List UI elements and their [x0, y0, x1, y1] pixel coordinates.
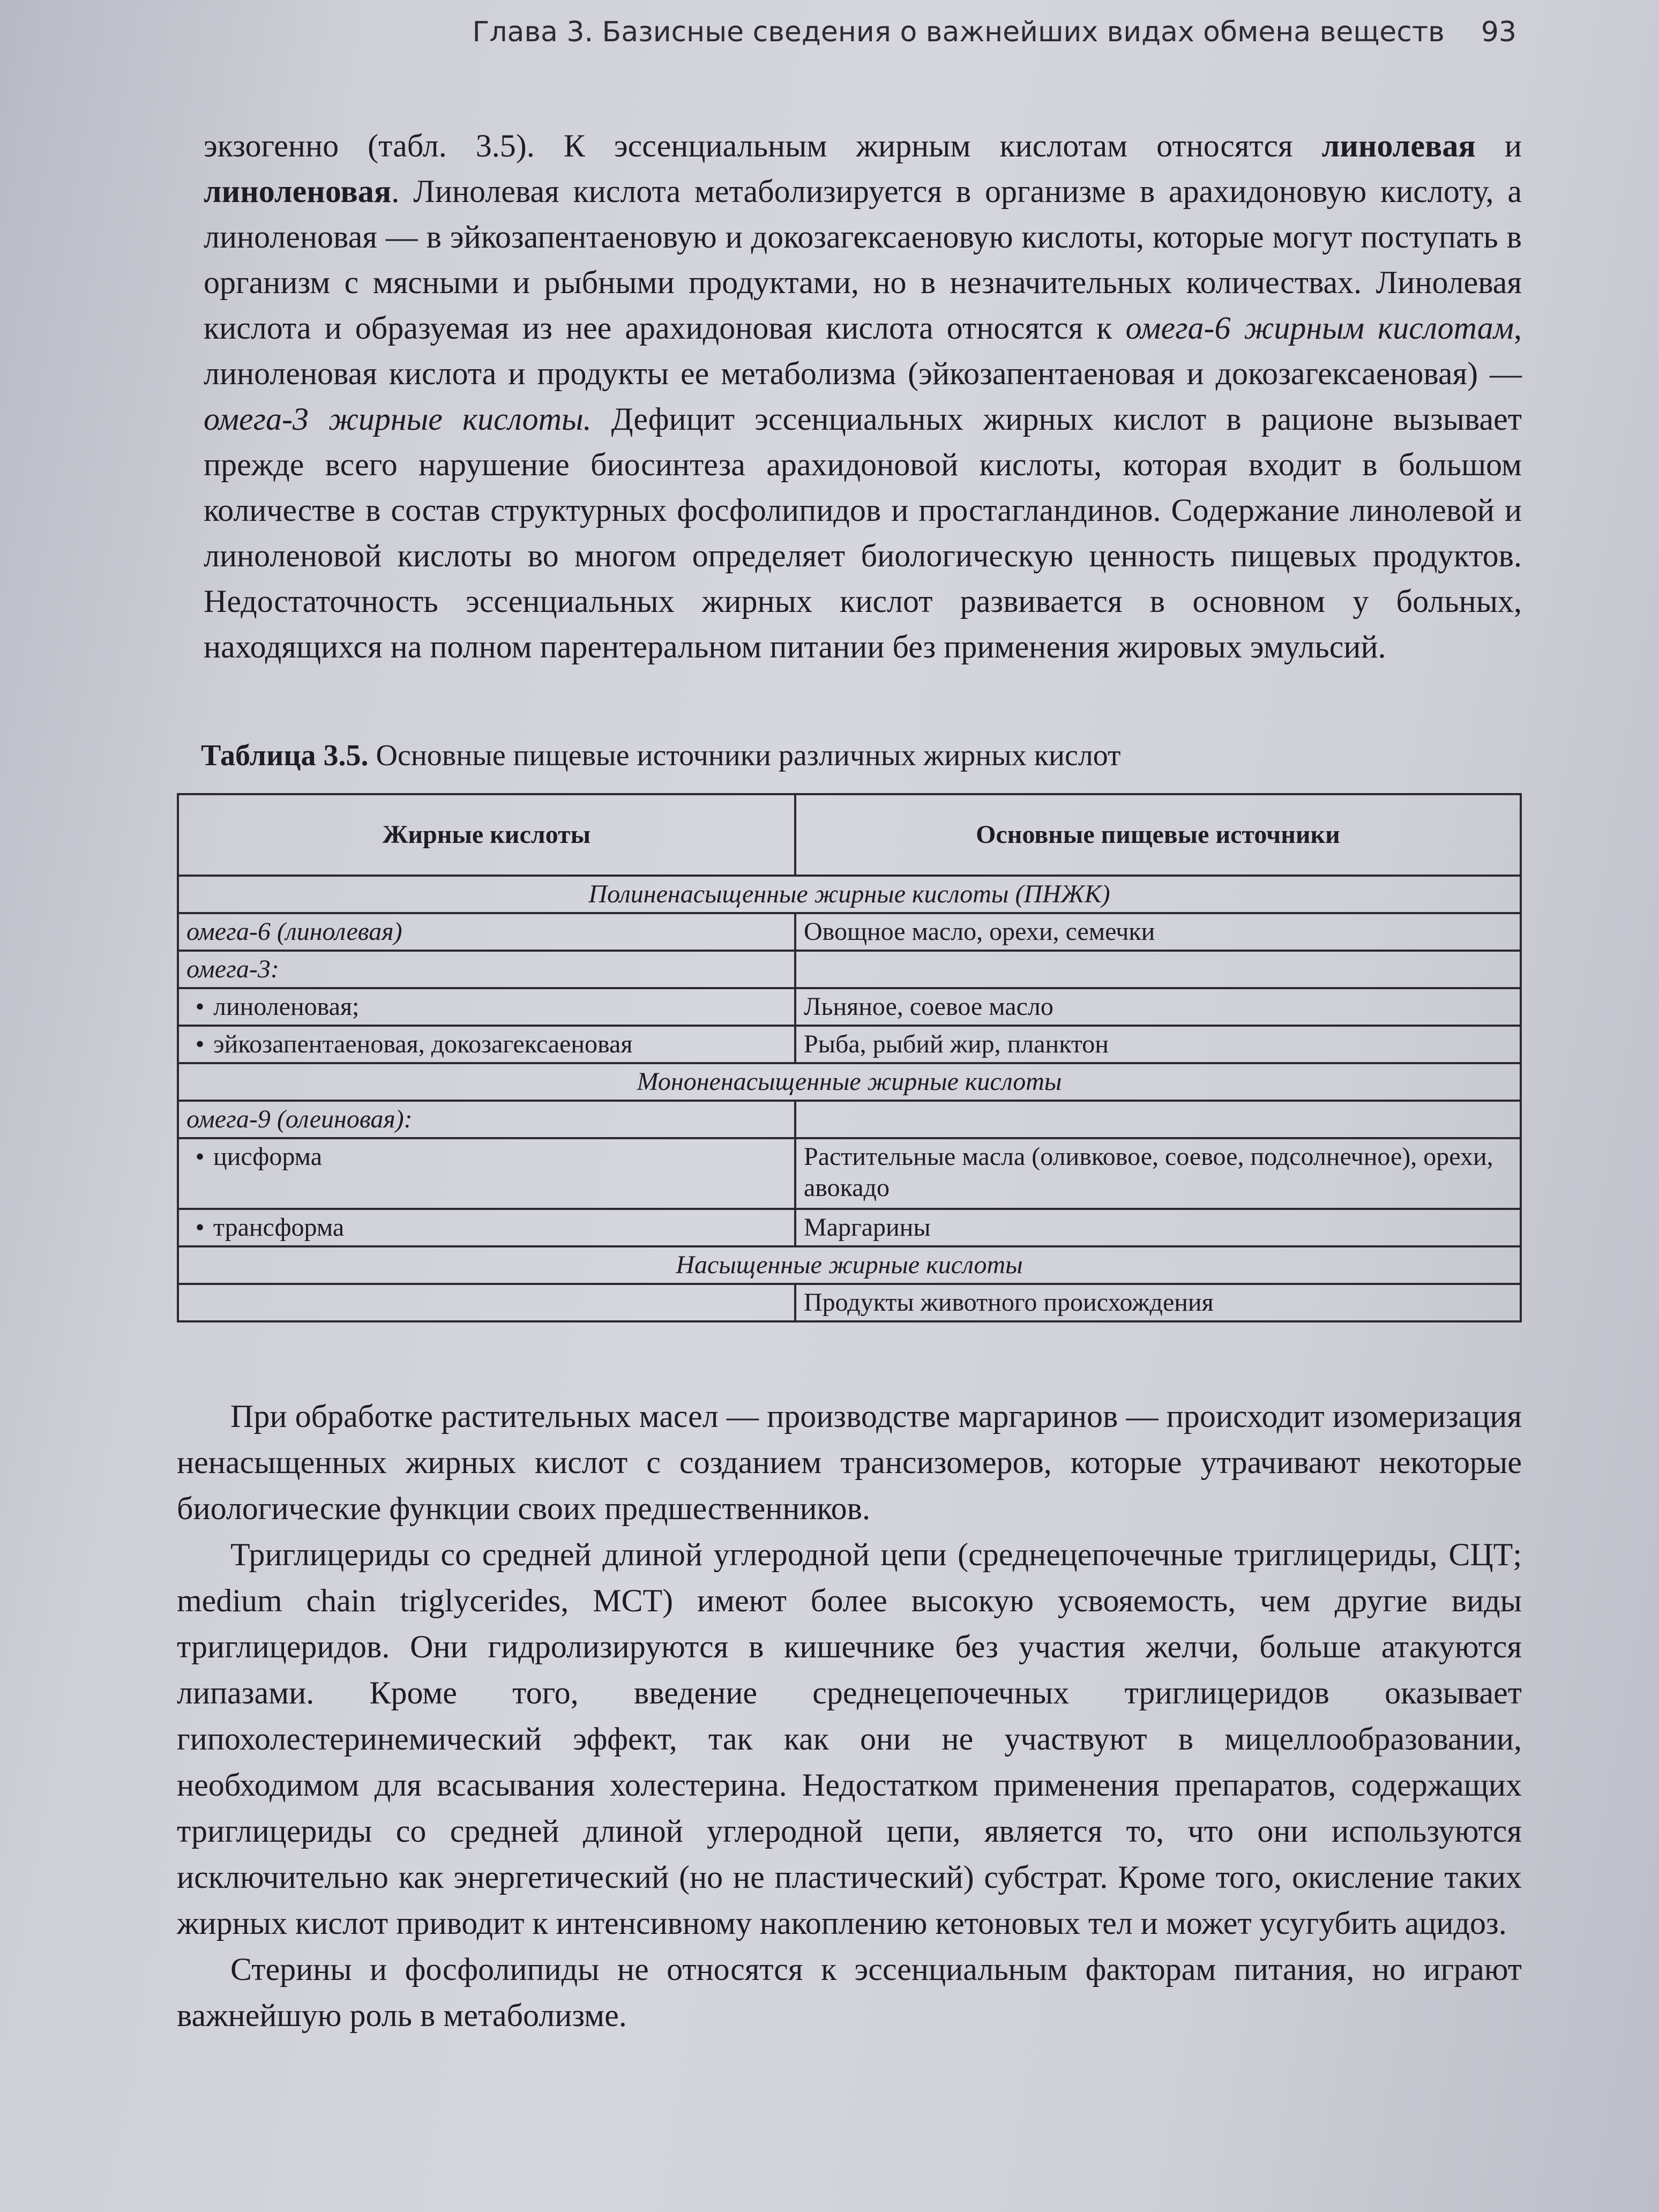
cell-empty [178, 1284, 795, 1321]
cell-text: цисформа [213, 1142, 322, 1171]
text-span: . Линолевая кислота метаболизируется в организме в арахидоновую кислоту, а линоленовая — в эйкозапентаеновую и докозагексаеновую кислоты, которые могут поступать в организм с мясными и рыбными продуктами, но в незначительных количествах. Линолевая кислота и образуемая из нее арахидоновая кислота относятся к [204, 174, 1522, 346]
cell-trans-source: Маргарины [795, 1209, 1521, 1246]
paragraph-margarine: При обработке растительных масел — производстве маргаринов — происходит изомеризация ненасыщенных жирных кислот с созданием трансизомеров, которые утрачивают некоторые биологические функции своих предшественников. [177, 1399, 1522, 1526]
cell-empty [795, 1101, 1521, 1138]
table-header-row [178, 794, 1521, 876]
cell-text: трансформа [213, 1213, 345, 1242]
cell-text: линоленовая; [213, 992, 360, 1021]
cell-omega6: омега-6 (линолевая) [178, 913, 795, 951]
cell-epa-dha-source: Рыба, рыбий жир, планктон [795, 1026, 1521, 1063]
cell-saturated-source: Продукты животного происхождения [795, 1284, 1521, 1321]
section-pufa: Полиненасыщенные жирные кислоты (ПНЖК) [178, 876, 1521, 913]
text-span: и [1475, 128, 1522, 163]
paragraph-sterols: Стерины и фосфолипиды не относятся к эссенциальным факторам питания, но играют важнейшую роль в метаболизме. [177, 1952, 1522, 2033]
bottom-paragraph-block [177, 1393, 1522, 2038]
bullet-icon [186, 1142, 213, 1171]
bullet-icon [186, 1213, 213, 1242]
cell-linolenic-source: Льняное, соевое масло [795, 988, 1521, 1026]
table-row [178, 1026, 1521, 1063]
paragraph-mct: Триглицериды со средней длиной углеродной цепи (среднецепочечные триглицериды, СЦТ; medium chain triglycerides, МСТ) имеют более высокую усвояемость, чем другие виды триглицеридов. Они гидролизируются в кишечнике без участия желчи, больше атакуются липазами. Кроме того, введение среднецепочечных триглицеридов оказывает гипохолестеринемический эффект, так как они не участвуют в мицеллообразовании, необходимом для всасывания холестерина. Недостатком применения препаратов, содержащих триглицериды со средней длиной углеродной цепи, является то, что они используются исключительно как энергетический (но не пластический) субстрат. Кроме того, окисление таких жирных кислот приводит к интенсивному накоплению кетоновых тел и может усугубить ацидоз. [177, 1537, 1522, 1941]
table-row [178, 951, 1521, 988]
table-row [178, 988, 1521, 1026]
table-row [178, 913, 1521, 951]
section-mufa: Мононенасыщенные жирные кислоты [178, 1063, 1521, 1101]
paragraph-essential-fatty-acids [204, 123, 1522, 670]
cell-omega9: омега-9 (олеиновая): [178, 1101, 795, 1138]
table-caption-label: Таблица 3.5. [201, 739, 369, 772]
table-section-row [178, 876, 1521, 913]
table-section-row [178, 1063, 1521, 1101]
table-caption [201, 737, 1519, 774]
table-section-row [178, 1246, 1521, 1284]
column-header-fatty-acids: Жирные кислоты [178, 794, 795, 876]
text-span: Дефицит эссенциальных жирных кислот в рационе вызывает прежде всего нарушение биосинтеза арахидоновой кислоты, которая входит в большом количестве в состав структурных фосфолипидов и простагландинов. Содержание линолевой и линоленовой кислоты во многом определяет биологическую ценность пищевых продуктов. Недостаточность эссенциальных жирных кислот развивается в основном у больных, находящихся на полном парентеральном питании без применения жировых эмульсий. [204, 401, 1522, 664]
cell-omega3: омега-3: [178, 951, 795, 988]
cell-omega6-source: Овощное масло, орехи, семечки [795, 913, 1521, 951]
table-container [177, 793, 1522, 1322]
table-row [178, 1209, 1521, 1246]
table-caption-text: Основные пищевые источники различных жирных кислот [368, 739, 1121, 772]
section-saturated: Насыщенные жирные кислоты [178, 1246, 1521, 1284]
cell-cis [178, 1138, 795, 1209]
column-header-food-sources: Основные пищевые источники [795, 794, 1521, 876]
bullet-icon [186, 992, 213, 1021]
running-header [472, 16, 1516, 48]
table-row [178, 1138, 1521, 1209]
chapter-title: Глава 3. Базисные сведения о важнейших видах обмена веществ [472, 16, 1445, 48]
table-row [178, 1284, 1521, 1321]
fatty-acid-sources-table [177, 793, 1522, 1322]
italic-term-omega3: омега-3 жирные кислоты. [204, 401, 592, 437]
bold-term-linoleic: линолевая [1321, 128, 1476, 163]
bullet-icon [186, 1030, 213, 1058]
cell-trans [178, 1209, 795, 1246]
bold-term-linolenic: линоленовая [204, 174, 392, 209]
top-paragraph-block [204, 123, 1522, 670]
italic-term-omega6: омега-6 жирным кислотам [1125, 310, 1514, 346]
cell-cis-source: Растительные масла (оливковое, соевое, подсолнечное), орехи, авокадо [795, 1138, 1521, 1209]
table-row [178, 1101, 1521, 1138]
cell-epa-dha [178, 1026, 795, 1063]
text-span: , линоленовая кислота и продукты ее метаболизма (эйкозапентаеновая и докозагексаеновая) — [204, 310, 1522, 391]
cell-empty [795, 951, 1521, 988]
cell-linolenic [178, 988, 795, 1026]
cell-text: эйкозапентаеновая, докозагексаеновая [213, 1030, 633, 1058]
text-span: экзогенно (табл. 3.5). К эссенциальным жирным кислотам относятся [204, 128, 1322, 163]
page-number: 93 [1481, 16, 1516, 48]
